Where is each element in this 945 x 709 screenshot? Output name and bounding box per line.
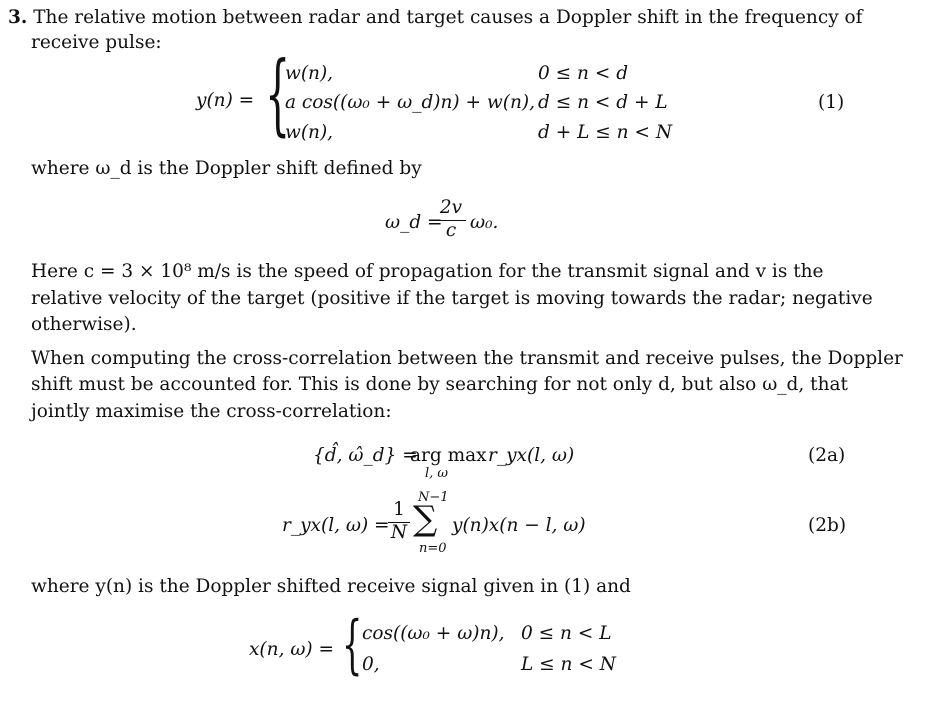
para2-line-2: shift must be accounted for. This is done by searching for not only d, but also ω_d, that bbox=[31, 374, 848, 395]
eq3-case2-expr: 0, bbox=[362, 654, 380, 675]
problem-intro bbox=[8, 6, 863, 29]
eq2b-num: 1 bbox=[393, 499, 405, 520]
eq3-case2-cond: L ≤ n < N bbox=[521, 654, 616, 675]
eq2b-sum-bot: n=0 bbox=[419, 541, 447, 556]
eq1-lhs: y(n) = bbox=[196, 90, 255, 111]
doppler-eq-rhs: ω₀. bbox=[470, 212, 499, 233]
doppler-eq-lhs: ω_d = bbox=[385, 212, 443, 233]
intro-line-2: receive pulse: bbox=[31, 32, 162, 53]
eq1-case2-cond: d ≤ n < d + L bbox=[538, 92, 668, 113]
eq2a-tag: (2a) bbox=[808, 445, 846, 466]
eq2a-rhs: r_yx(l, ω) bbox=[488, 445, 575, 466]
para1-line-3: otherwise). bbox=[31, 314, 137, 335]
eq2b-fraction bbox=[388, 498, 410, 544]
eq2b-sum-top: N−1 bbox=[418, 490, 449, 505]
intro-line-1: The relative motion between radar and target causes a Doppler shift in the frequency of bbox=[33, 7, 863, 28]
eq1-case1-expr: w(n), bbox=[285, 63, 334, 84]
eq2a-op: arg max bbox=[410, 445, 487, 466]
eq2b-tag: (2b) bbox=[808, 515, 847, 536]
where-text: where y(n) is the Doppler shifted receive signal given in (1) and bbox=[31, 576, 631, 597]
eq1-case2-expr: a cos((ω₀ + ω_d)n) + w(n), bbox=[285, 92, 535, 113]
eq2b-den: N bbox=[390, 522, 408, 544]
doppler-den: c bbox=[445, 220, 457, 242]
doppler-fraction bbox=[436, 196, 466, 242]
para1-line-2: relative velocity of the target (positive if the target is moving towards the radar; negative bbox=[31, 288, 873, 309]
doppler-text: where ω_d is the Doppler shift defined by bbox=[31, 158, 422, 179]
eq2a-lhs: {d̂, ω̂_d} = bbox=[313, 445, 418, 466]
summation-symbol: ∑ bbox=[413, 499, 438, 539]
para2-line-1: When computing the cross-correlation between the transmit and receive pulses, the Doppler bbox=[31, 348, 903, 369]
eq3-case1-expr: cos((ω₀ + ω)n), bbox=[362, 623, 505, 644]
eq2b-rhs: y(n)x(n − l, ω) bbox=[452, 515, 586, 536]
eq1-case3-expr: w(n), bbox=[285, 122, 334, 143]
eq2b-lhs: r_yx(l, ω) = bbox=[282, 515, 390, 536]
doppler-num: 2v bbox=[439, 197, 463, 218]
eq1-brace: { bbox=[265, 42, 291, 145]
eq1-case1-cond: 0 ≤ n < d bbox=[538, 63, 629, 84]
eq3-lhs: x(n, ω) = bbox=[249, 639, 335, 660]
eq1-tag: (1) bbox=[818, 92, 845, 113]
para1-line-1: Here c = 3 × 10⁸ m/s is the speed of propagation for the transmit signal and v is the bbox=[31, 261, 824, 282]
para2-line-3: jointly maximise the cross-correlation: bbox=[31, 401, 392, 422]
eq3-case1-cond: 0 ≤ n < L bbox=[521, 623, 612, 644]
eq1-case3-cond: d + L ≤ n < N bbox=[538, 122, 673, 143]
eq3-brace: { bbox=[342, 608, 363, 682]
problem-number: 3. bbox=[8, 7, 28, 28]
eq2a-sub: l, ω bbox=[425, 466, 449, 481]
